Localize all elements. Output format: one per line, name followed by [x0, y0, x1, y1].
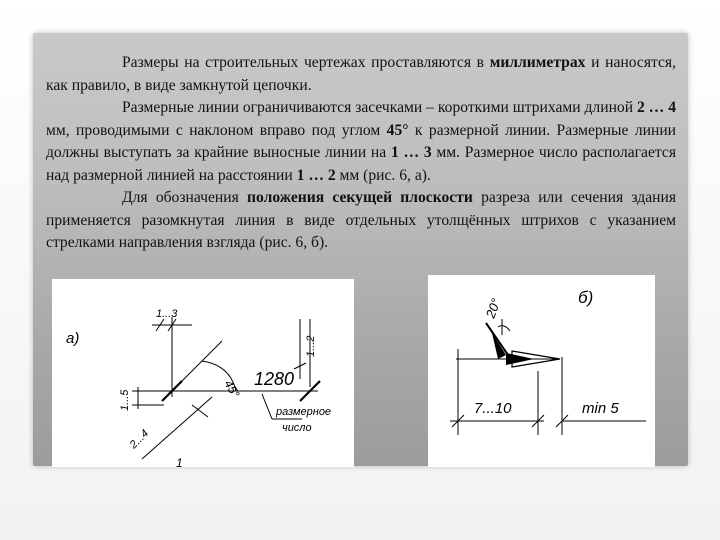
p2-bold-1: 2 … 4 — [636, 99, 676, 116]
dim-2-4-label: 2...4 — [127, 427, 152, 452]
paragraph-3 — [46, 187, 676, 255]
view-arrow-head — [506, 353, 534, 365]
body-text — [46, 52, 676, 255]
dim-1-2-label: 1...2 — [305, 335, 317, 357]
caption-leader — [262, 394, 272, 419]
p2-text-3: к размерной линии. Размерные линии должны выступать за крайние выносные линии на — [46, 121, 677, 161]
angle-label: 45° — [221, 377, 243, 401]
p1-text-2: и наносятся, как правило, в виде замкнутой цепочки. — [46, 54, 676, 94]
dim-7-10-label: 7...10 — [474, 400, 512, 417]
p2-bold-2: 45° — [386, 121, 409, 139]
p2-text-4: мм. Размерное число располагается над размерной линией на расстоянии — [46, 144, 676, 184]
p1-text-1: Размеры на строительных чертежах проставляются в — [122, 54, 490, 71]
caption-line-2: число — [282, 422, 312, 434]
p2-text-5: мм (рис. 6, а). — [335, 166, 431, 184]
p2-bold-4: 1 … 2 — [296, 166, 336, 184]
figure-a — [52, 279, 354, 467]
dim-2-4-line — [142, 397, 212, 459]
figure-b-drawing — [428, 275, 655, 467]
figure-b — [428, 275, 655, 467]
angle-arc-b — [498, 326, 510, 331]
dim-1-3-label: 1...3 — [156, 308, 178, 320]
angle-reference-line — [172, 341, 222, 391]
caption-line-1: размерное — [276, 406, 332, 418]
dimension-number: 1280 — [254, 369, 295, 389]
figure-a-drawing — [52, 279, 354, 467]
p2-text-2: мм, проводимыми с наклоном вправо под углом — [46, 121, 387, 139]
angle-label-b: 20° — [482, 296, 504, 321]
section-arrow-tip — [492, 333, 506, 359]
p3-text-2: разреза или сечения здания применяется разомкнутая линия в виде отдельных утолщённых штрихов с указанием стрелками направления взгляда (рис. 6, б). — [46, 189, 676, 251]
figure-b-label: б) — [578, 288, 594, 307]
paragraph-1 — [46, 52, 676, 97]
p2-text-1: Размерные линии ограничиваются засечками – короткими штрихами длиной — [122, 99, 637, 116]
p2-bold-3: 1 … 3 — [390, 144, 432, 161]
dim-2-4-ext — [192, 405, 208, 417]
bottom-label: 1 — [176, 456, 183, 467]
p3-text-1: Для обозначения — [122, 189, 247, 206]
figure-a-label: а) — [66, 330, 80, 347]
p3-bold-section-plane: положения секущей плоскости — [247, 189, 473, 206]
paragraph-2 — [46, 97, 676, 187]
dim-1-5-label: 1...5 — [119, 389, 131, 411]
dim-min5-label: min 5 — [582, 400, 619, 417]
p1-bold-millimeters: миллиметрах — [489, 54, 586, 71]
